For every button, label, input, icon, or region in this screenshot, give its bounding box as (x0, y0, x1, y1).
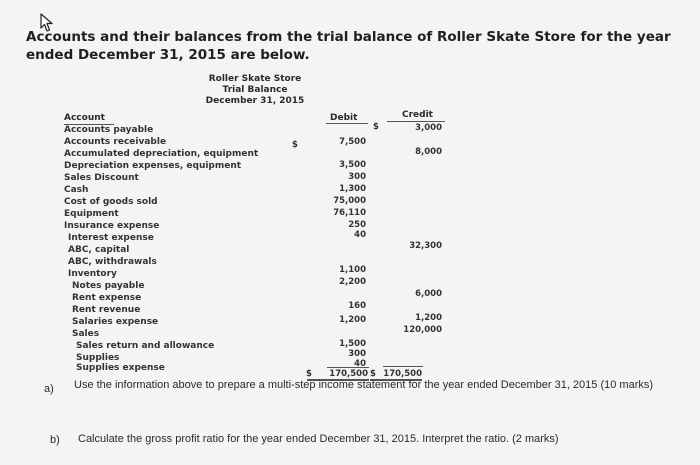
credit-amount: 8,000 (415, 147, 442, 157)
debit-total-dollar-sign: $ (306, 369, 312, 379)
account-name: Accounts payable (64, 125, 154, 135)
credit-amount: 3,000 (415, 123, 442, 133)
intro-text: Accounts and their balances from the trial balance of Roller Skate Store for the year ended December 31, 2015 are below. (26, 29, 671, 63)
account-name: Equipment (64, 209, 119, 219)
debit-amount: 7,500 (339, 137, 366, 147)
trial-balance-header (200, 74, 310, 107)
account-name: Notes payable (72, 281, 145, 291)
account-name: Sales Discount (64, 173, 139, 183)
question-a-text: Use the information above to prepare a multi-step income statement for the year ended December 31, 2015 (10 marks) (74, 379, 654, 391)
account-name: Rent expense (72, 293, 142, 303)
credit-amount: 32,300 (409, 241, 442, 251)
debit-amount: 1,100 (339, 265, 366, 275)
statement-date: December 31, 2015 (205, 96, 305, 106)
account-name: Supplies (76, 353, 120, 363)
account-name: Cash (64, 185, 89, 195)
account-name: Cost of goods sold (64, 197, 158, 207)
debit-amount: 40 (354, 230, 366, 240)
account-name: Accounts receivable (64, 137, 167, 147)
account-name: Inventory (68, 269, 117, 279)
debit-amount: 1,500 (339, 339, 366, 349)
account-name: Supplies expense (76, 363, 165, 373)
account-name: ABC, capital (68, 245, 130, 255)
account-name: Insurance expense (64, 221, 160, 231)
debit-amount: 2,200 (339, 277, 366, 287)
account-name: Accumulated depreciation, equipment (64, 149, 259, 159)
account-name: Sales return and allowance (76, 341, 215, 351)
debit-amount: 1,300 (339, 184, 366, 194)
credit-amount: 120,000 (403, 325, 442, 335)
debit-dollar-sign: $ (292, 140, 298, 150)
account-name: Rent revenue (72, 305, 141, 315)
question-b-marker: b) (50, 434, 60, 446)
credit-header-rule (387, 121, 445, 122)
credit-column-header: Credit (402, 110, 433, 120)
question-b-text: Calculate the gross profit ratio for the year ended December 31, 2015. Interpret the ratio. (2 marks) (78, 433, 559, 445)
credit-total-rule (383, 366, 423, 367)
credit-total-dollar-sign: $ (370, 369, 376, 379)
debit-amount: 250 (348, 220, 366, 230)
debit-header-rule (326, 123, 368, 124)
debit-amount: 3,500 (339, 160, 366, 170)
debit-amount: 300 (348, 172, 366, 182)
debit-amount: 300 (348, 349, 366, 359)
debit-amount: 40 (354, 359, 366, 369)
account-name: Interest expense (68, 233, 154, 243)
credit-total: 170,500 (383, 369, 422, 379)
debit-total-rule (327, 367, 369, 368)
debit-column-header: Debit (330, 113, 358, 123)
account-column-header: Account (64, 113, 105, 123)
account-name: Depreciation expenses, equipment (64, 161, 242, 171)
debit-amount: 160 (348, 301, 366, 311)
debit-total: 170,500 (329, 369, 368, 379)
account-name: Salaries expense (72, 317, 159, 327)
debit-amount: 1,200 (339, 315, 366, 325)
credit-amount: 1,200 (415, 313, 442, 323)
account-name: ABC, withdrawals (68, 257, 157, 267)
debit-amount: 76,110 (333, 208, 366, 218)
question-a-marker: a) (44, 383, 54, 395)
credit-amount: 6,000 (415, 289, 442, 299)
statement-name: Trial Balance (222, 85, 288, 95)
company-name: Roller Skate Store (208, 74, 302, 84)
account-name: Sales (72, 329, 100, 339)
credit-dollar-sign: $ (373, 122, 379, 132)
debit-amount: 75,000 (333, 196, 366, 206)
